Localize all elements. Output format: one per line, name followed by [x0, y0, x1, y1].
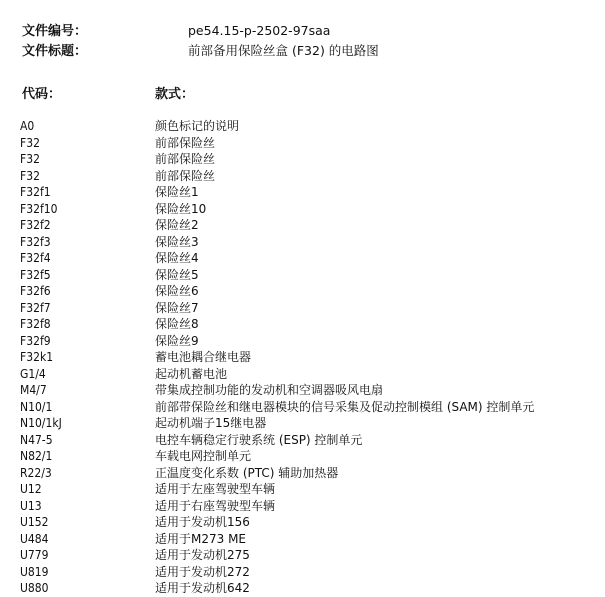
list-item	[20, 415, 600, 432]
list-item	[20, 333, 600, 350]
list-item	[20, 382, 600, 399]
item-code: F32	[20, 152, 40, 166]
list-item	[20, 184, 600, 201]
item-code: F32f4	[20, 251, 51, 265]
item-description: 电控车辆稳定行驶系统 (ESP) 控制单元	[155, 432, 363, 447]
style-column-header: 款式：	[155, 87, 195, 102]
code-list	[20, 118, 600, 597]
item-description: 正温度变化系数 (PTC) 辅助加热器	[155, 465, 339, 480]
item-code: U152	[20, 515, 49, 529]
table-header	[22, 86, 194, 104]
item-description: 保险丝2	[155, 218, 199, 232]
item-code: F32	[20, 135, 40, 150]
item-code: F32f8	[20, 317, 51, 331]
list-item	[20, 481, 600, 498]
item-description: 保险丝8	[155, 317, 199, 331]
list-item	[20, 283, 600, 300]
item-code: U880	[20, 581, 49, 595]
item-description: 适用于发动机272	[155, 564, 250, 579]
item-description: 带集成控制功能的发动机和空调器吸风电扇	[155, 383, 384, 397]
item-description: 适用于发动机642	[155, 581, 250, 595]
item-description: 前部带保险丝和继电器模块的信号采集及促动控制模组 (SAM) 控制单元	[155, 399, 535, 414]
item-code: F32f6	[20, 284, 51, 298]
item-code: U12	[20, 482, 42, 496]
list-item	[20, 349, 600, 366]
item-description: 蓄电池耦合继电器	[155, 350, 252, 364]
list-item	[20, 316, 600, 333]
list-item	[20, 498, 600, 515]
list-item	[20, 234, 600, 251]
list-item	[20, 399, 600, 416]
item-description: 前部保险丝	[155, 152, 216, 166]
list-item	[20, 366, 600, 383]
item-code: F32f5	[20, 267, 51, 282]
item-code: G1/4	[20, 366, 46, 381]
list-item	[20, 564, 600, 581]
list-item	[20, 267, 600, 284]
list-item	[20, 448, 600, 465]
item-description: 适用于右座驾驶型车辆	[155, 498, 276, 513]
item-code: F32k1	[20, 350, 54, 364]
item-description: 适用于发动机275	[155, 548, 250, 562]
item-description: 颜色标记的说明	[155, 119, 240, 133]
item-code: F32f10	[20, 201, 58, 216]
list-item	[20, 465, 600, 482]
list-item	[20, 201, 600, 218]
item-code: F32	[20, 168, 40, 183]
doc-number-label: 文件编号：	[22, 24, 88, 39]
list-item	[20, 151, 600, 168]
item-code: U779	[20, 548, 49, 562]
item-description: 车载电网控制单元	[155, 449, 252, 463]
item-description: 保险丝9	[155, 333, 199, 348]
list-item	[20, 580, 600, 597]
item-code: N10/1kJ	[20, 416, 62, 430]
item-code: U819	[20, 564, 49, 579]
doc-title-value: 前部备用保险丝盒 (F32) 的电路图	[188, 43, 379, 58]
item-code: F32f3	[20, 234, 51, 249]
list-item	[20, 168, 600, 185]
item-code: U13	[20, 498, 42, 513]
item-description: 前部保险丝	[155, 168, 216, 183]
item-code: M4/7	[20, 383, 47, 397]
code-column-header: 代码：	[22, 87, 62, 102]
item-description: 保险丝6	[155, 284, 199, 298]
doc-number-value: pe54.15-p-2502-97saa	[188, 23, 331, 38]
item-description: 保险丝3	[155, 234, 199, 249]
item-code: N82/1	[20, 449, 53, 463]
item-description: 保险丝10	[155, 201, 207, 216]
doc-title-label: 文件标题：	[22, 44, 88, 59]
item-code: F32f1	[20, 185, 51, 199]
item-description: 适用于M273 ME	[155, 531, 247, 546]
item-code: N10/1	[20, 399, 53, 414]
item-description: 保险丝4	[155, 251, 199, 265]
item-code: F32f2	[20, 218, 51, 232]
list-item	[20, 514, 600, 531]
item-description: 前部保险丝	[155, 135, 216, 150]
list-item	[20, 217, 600, 234]
list-item	[20, 118, 600, 135]
item-code: F32f7	[20, 300, 51, 315]
item-description: 保险丝7	[155, 300, 199, 315]
item-description: 起动机蓄电池	[155, 366, 228, 381]
list-item	[20, 300, 600, 317]
doc-title-row	[22, 42, 379, 60]
item-code: R22/3	[20, 465, 52, 480]
item-code: U484	[20, 531, 49, 546]
list-item	[20, 135, 600, 152]
list-item	[20, 250, 600, 267]
list-item	[20, 531, 600, 548]
item-description: 适用于发动机156	[155, 515, 250, 529]
item-description: 保险丝5	[155, 267, 199, 282]
item-description: 保险丝1	[155, 185, 199, 199]
doc-number-row	[22, 22, 330, 40]
list-item	[20, 432, 600, 449]
item-code: F32f9	[20, 333, 51, 348]
item-code: A0	[20, 119, 35, 133]
item-description: 适用于左座驾驶型车辆	[155, 482, 276, 496]
item-code: N47-5	[20, 432, 53, 447]
item-description: 起动机端子15继电器	[155, 416, 267, 430]
list-item	[20, 547, 600, 564]
